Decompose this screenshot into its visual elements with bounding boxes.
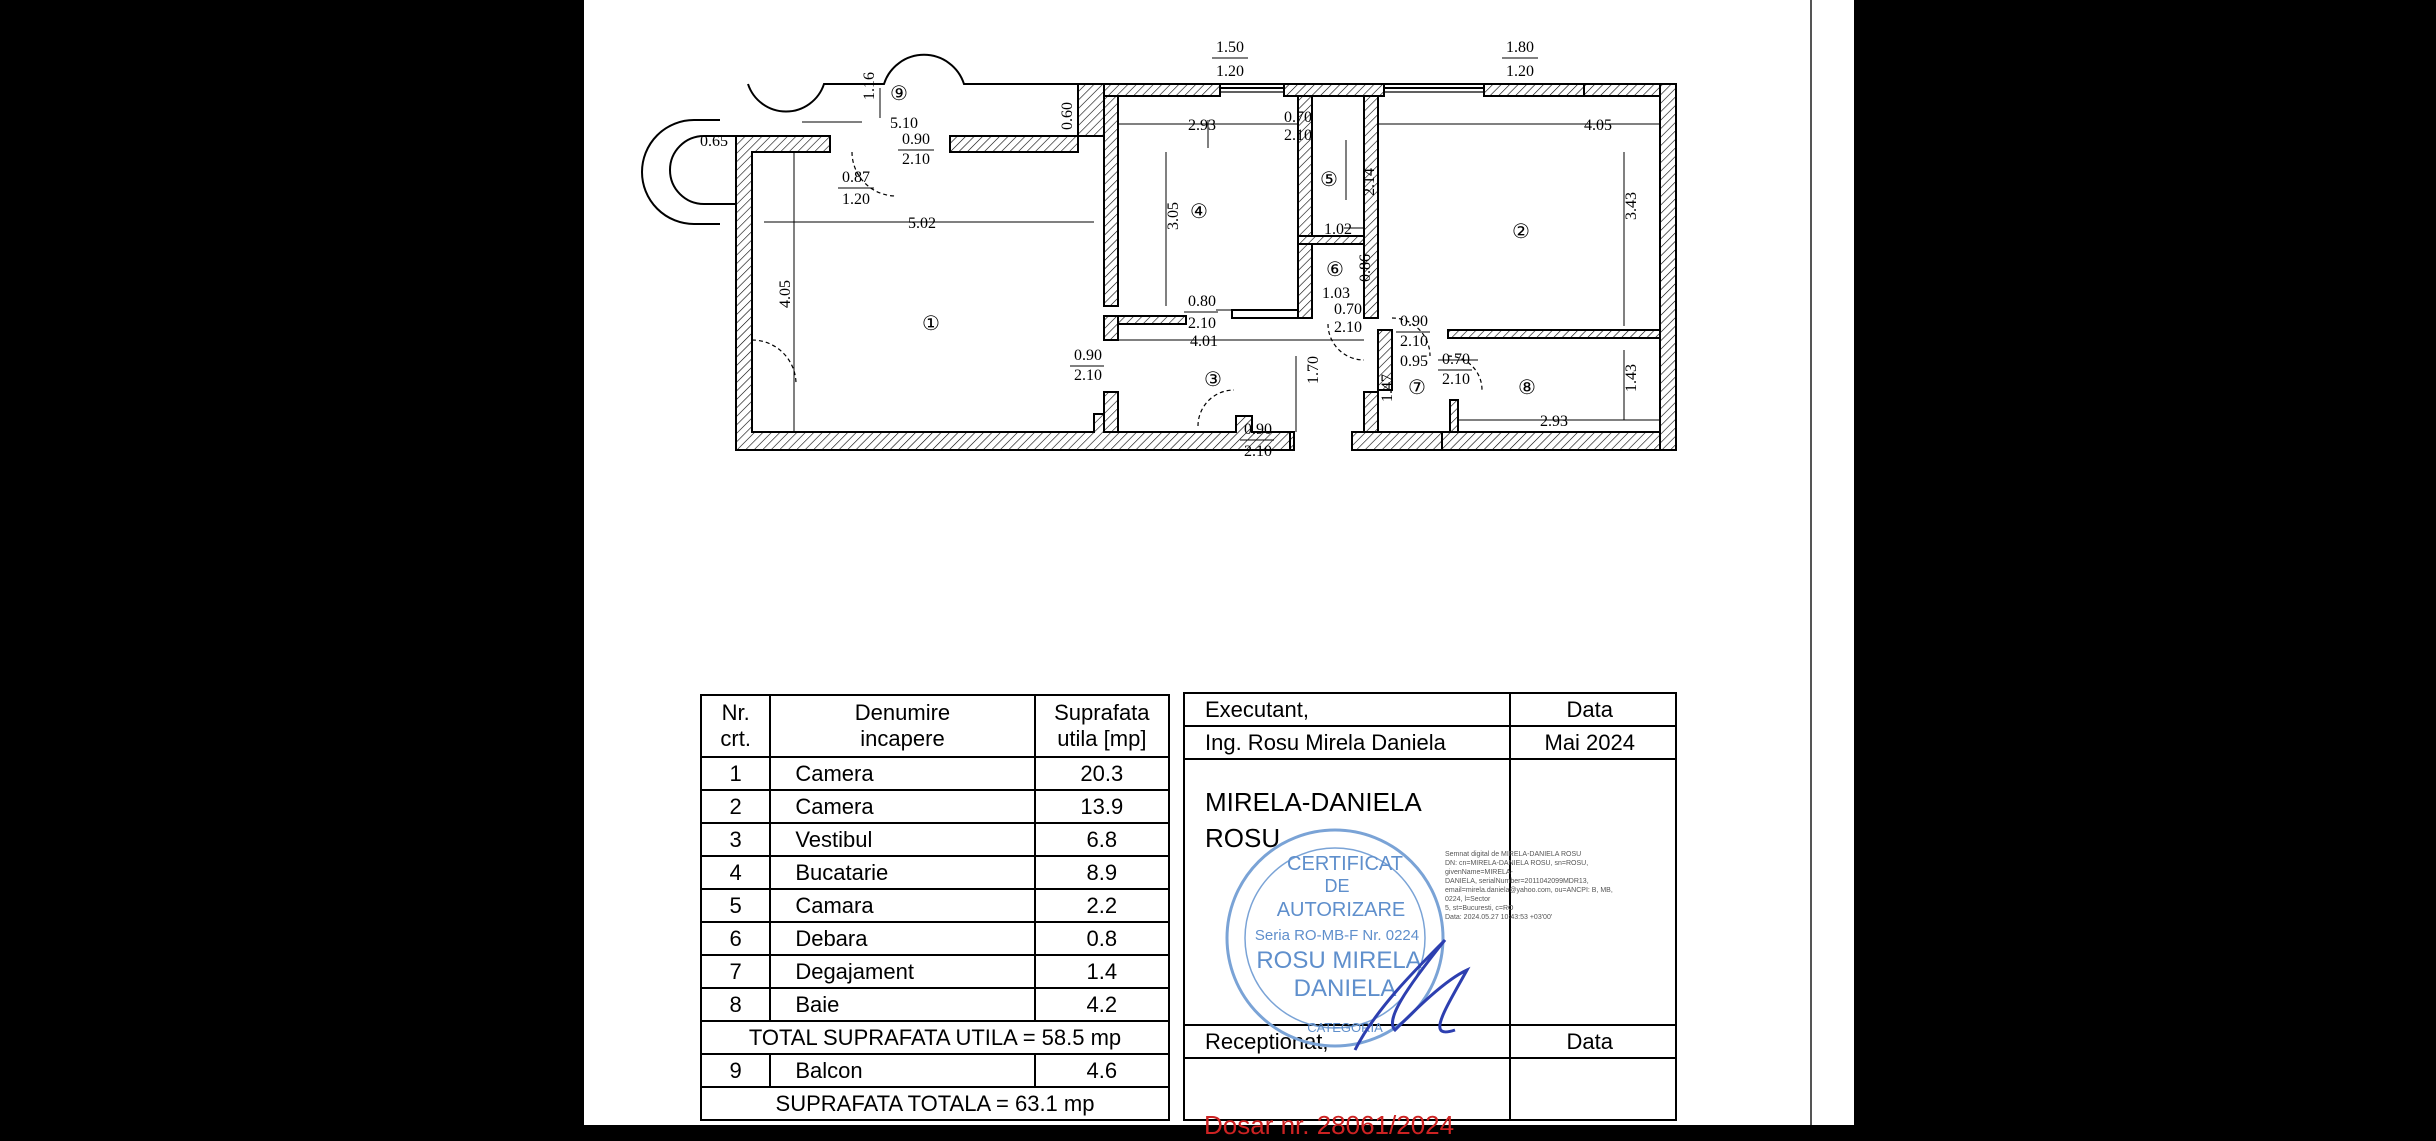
dim-window-b-height: 1.20 bbox=[842, 191, 870, 208]
header-name: Denumire incapere bbox=[770, 695, 1034, 757]
execution-date: Mai 2024 bbox=[1510, 726, 1676, 759]
room-number-9: ⑨ bbox=[890, 83, 908, 105]
balcony-row: 9 Balcon 4.6 bbox=[701, 1054, 1169, 1087]
rooms-area-table bbox=[700, 694, 1170, 1121]
dim-4-01: 4.01 bbox=[1190, 333, 1218, 350]
svg-text:CERTIFICAT: CERTIFICAT bbox=[1287, 853, 1403, 875]
room-number-8: ⑧ bbox=[1518, 377, 1536, 399]
dim-window-1-height: 1.20 bbox=[1216, 63, 1244, 80]
dim-door-3-width: 0.90 bbox=[1244, 421, 1272, 438]
room-number-7: ⑦ bbox=[1408, 377, 1426, 399]
registration-number: Dosar nr. 28061/2024 bbox=[1204, 1110, 1455, 1140]
dim-1-47: 1.47 bbox=[1379, 374, 1396, 402]
dim-2-14: 2.14 bbox=[1361, 168, 1378, 196]
dim-0-95: 0.95 bbox=[1400, 353, 1428, 370]
dim-window-b-width: 0.87 bbox=[842, 169, 870, 186]
signature-cell bbox=[1184, 759, 1613, 1035]
table-row: 6 Debara 0.8 bbox=[701, 922, 1169, 955]
receptionat-date-label: Data bbox=[1510, 1025, 1676, 1058]
date-label: Data bbox=[1510, 693, 1676, 726]
dim-door-6-height: 2.10 bbox=[1334, 319, 1362, 336]
svg-text:DANIELA: DANIELA bbox=[1293, 975, 1397, 1002]
table-header-row bbox=[701, 695, 1169, 757]
receptionat-date-body bbox=[1510, 1058, 1676, 1120]
table-row: 1 Camera 20.3 bbox=[701, 757, 1169, 790]
dim-0-60: 0.60 bbox=[1059, 102, 1076, 130]
dim-2-93-b: 2.93 bbox=[1540, 413, 1568, 430]
table-row: 4 Bucatarie 8.9 bbox=[701, 856, 1169, 889]
svg-text:DE: DE bbox=[1324, 876, 1350, 896]
dim-door-1-height: 2.10 bbox=[1074, 367, 1102, 384]
digital-signer-name: MIRELA-DANIELA ROSU bbox=[1205, 787, 1422, 853]
document-page bbox=[584, 0, 1854, 1140]
dim-door-5-width: 0.70 bbox=[1284, 109, 1312, 126]
receptionat-label: Receptionat, bbox=[1184, 1025, 1510, 1058]
dim-1-43: 1.43 bbox=[1623, 364, 1640, 392]
dim-door-8-height: 2.10 bbox=[1442, 371, 1470, 388]
room-number-5: ⑤ bbox=[1320, 169, 1338, 191]
dim-door-4-width: 0.80 bbox=[1188, 293, 1216, 310]
room-number-2: ② bbox=[1512, 221, 1530, 243]
dim-door-1-width: 0.90 bbox=[1074, 347, 1102, 364]
dim-3-43: 3.43 bbox=[1623, 192, 1640, 220]
dim-5-02: 5.02 bbox=[908, 215, 936, 232]
dim-door-6-width: 0.70 bbox=[1334, 301, 1362, 318]
dim-window-2-height: 1.20 bbox=[1506, 63, 1534, 80]
authorization-stamp bbox=[1205, 820, 1475, 1070]
dim-1-16: 1.16 bbox=[861, 72, 878, 100]
dim-1-02: 1.02 bbox=[1324, 221, 1352, 238]
dim-door-5-height: 2.10 bbox=[1284, 127, 1312, 144]
total-row: SUPRAFATA TOTALA = 63.1 mp bbox=[701, 1087, 1169, 1120]
room-number-3: ③ bbox=[1204, 369, 1222, 391]
dim-door-4-height: 2.10 bbox=[1188, 315, 1216, 332]
svg-text:AUTORIZARE: AUTORIZARE bbox=[1276, 899, 1406, 921]
header-area: Suprafata utila [mp] bbox=[1035, 695, 1169, 757]
dim-door-a-width: 0.90 bbox=[902, 131, 930, 148]
header-nr: Nr. crt. bbox=[701, 695, 770, 757]
dim-0-86: 0.86 bbox=[1357, 254, 1374, 282]
dim-5-10: 5.10 bbox=[890, 115, 918, 132]
table-row: 3 Vestibul 6.8 bbox=[701, 823, 1169, 856]
engineer-name: Ing. Rosu Mirela Daniela bbox=[1184, 726, 1510, 759]
table-row: 2 Camera 13.9 bbox=[701, 790, 1169, 823]
table-row: 7 Degajament 1.4 bbox=[701, 955, 1169, 988]
dim-door-2-width: 0.90 bbox=[1400, 313, 1428, 330]
executant-label: Executant, bbox=[1184, 693, 1510, 726]
table-row: 8 Baie 4.2 bbox=[701, 988, 1169, 1021]
dim-4-05-h: 4.05 bbox=[1584, 117, 1612, 134]
signature-table bbox=[1183, 692, 1677, 1121]
room-number-4: ④ bbox=[1190, 201, 1208, 223]
dim-3-05: 3.05 bbox=[1165, 202, 1182, 230]
svg-text:CATEGORIA: CATEGORIA bbox=[1307, 1020, 1383, 1035]
total-util-row: TOTAL SUPRAFATA UTILA = 58.5 mp bbox=[701, 1021, 1169, 1054]
table-row: 5 Camara 2.2 bbox=[701, 889, 1169, 922]
room-number-6: ⑥ bbox=[1326, 259, 1344, 281]
dim-window-1-width: 1.50 bbox=[1216, 39, 1244, 56]
floor-plan bbox=[584, 0, 1854, 460]
dim-1-70: 1.70 bbox=[1305, 356, 1322, 384]
dim-door-8-width: 0.70 bbox=[1442, 351, 1470, 368]
dim-2-93-a: 2.93 bbox=[1188, 117, 1216, 134]
dim-door-3-height: 2.10 bbox=[1244, 443, 1272, 460]
dim-window-2-width: 1.80 bbox=[1506, 39, 1534, 56]
room-number-1: ① bbox=[922, 313, 940, 335]
svg-text:Seria RO-MB-F Nr. 0224: Seria RO-MB-F Nr. 0224 bbox=[1254, 927, 1420, 944]
dim-door-2-height: 2.10 bbox=[1400, 333, 1428, 350]
svg-text:ROSU MIRELA: ROSU MIRELA bbox=[1256, 947, 1422, 974]
dim-1-03: 1.03 bbox=[1322, 285, 1350, 302]
dim-0-65: 0.65 bbox=[700, 133, 728, 150]
dim-4-05-v: 4.05 bbox=[777, 280, 794, 308]
digital-signature-metadata: Semnat digital de MIRELA-DANIELA ROSU DN: cn=MIRELA-DANIELA ROSU, sn=ROSU, givenName=MIRELA- DANIELA, serialNumber=2011042099MDR13, email=mirela.daniela@yahoo.com, ou=ANCPI: B, MB, 0224, l=Sector 5, st=Bucuresti, c=RO Data: 2024.05.27 10:43:53 +03'00' bbox=[1445, 851, 1613, 921]
dim-door-a-height: 2.10 bbox=[902, 151, 930, 168]
